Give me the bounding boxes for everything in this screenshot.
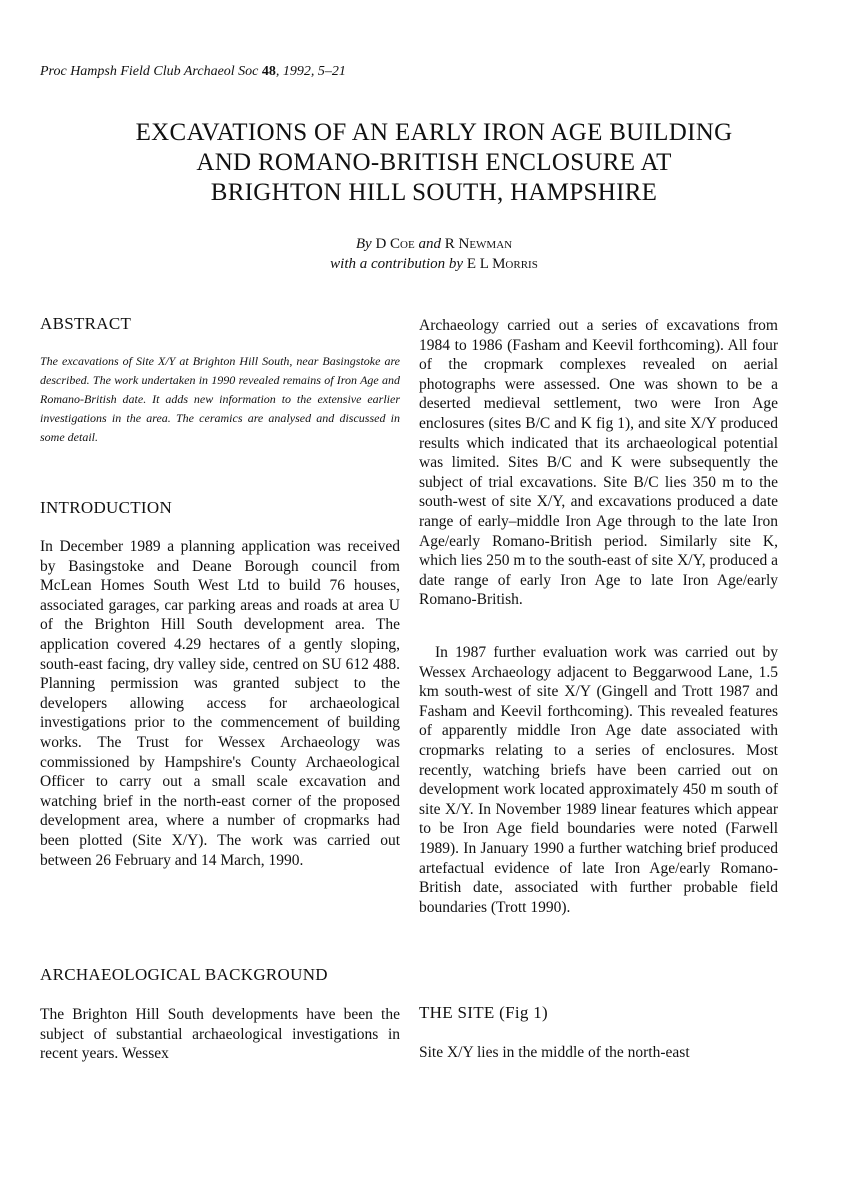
authors-line	[40, 234, 828, 254]
journal-name: Proc Hampsh Field Club Archaeol Soc	[40, 64, 259, 79]
and-word: and	[418, 236, 441, 252]
title-line-3: BRIGHTON HILL SOUTH, HAMPSHIRE	[210, 179, 658, 206]
author-newman: R Newman	[444, 236, 513, 252]
by-word: By	[355, 236, 372, 252]
author-morris: E L Morris	[466, 256, 538, 272]
background-heading: ARCHAEOLOGICAL BACKGROUND	[40, 965, 328, 984]
introduction-text: In December 1989 a planning application was received by Basingstoke and Deane Borough council from McLean Homes South West Ltd to build 76 houses, associated garages, car parking areas and roads at area U of the Brighton Hill South development area. The application covered 4.29 hectares of a gently sloping, south-east facing, dry valley side, centred on SU 612 488. Planning permission was granted subject to the developers allowing access for archaeological investigations prior to the commencement of building works. The Trust for Wessex Archaeology was commissioned by Hampshire's County Archaeological Officer to carry out a small scale excavation and watching brief in the north-east corner of the proposed development area, where a number of cropmarks had been plotted (Site X/Y). The work was carried out between 26 February and 14 March, 1990.	[40, 538, 400, 869]
site-text: Site X/Y lies in the middle of the north-east	[419, 1044, 690, 1061]
title-line-2: AND ROMANO-BRITISH ENCLOSURE AT	[196, 149, 672, 176]
abstract-text: The excavations of Site X/Y at Brighton Hill South, near Basingstoke are described. The work undertaken in 1990 revealed remains of Iron Age and Romano-British date. It adds new information to the extensive earlier investigations in the area. The ceramics are analysed and discussed in some detail.	[40, 354, 400, 444]
introduction-heading: INTRODUCTION	[40, 498, 173, 517]
author-block	[40, 234, 828, 274]
year-pages: , 1992, 5–21	[275, 64, 346, 79]
background-continued-text: Archaeology carried out a series of excavations from 1984 to 1986 (Fasham and Keevil forthcoming). All four of the cropmark complexes revealed on aerial photographs were assessed. One was shown to be a deserted medieval settlement, two were Iron Age enclosures (sites B/C and K fig 1), and site X/Y produced results which indicated that its archaeological potential was limited. Sites B/C and K were subsequently the subject of trial excavations. Site B/C lies 350 m to the south-west of site X/Y, and excavations produced a date range of early–middle Iron Age through to the late Iron Age/early Romano-British period. Similarly site K, which lies 250 m to the south-east of site X/Y, produced a date range of early Iron Age to late Iron Age/early Romano-British.	[419, 317, 778, 609]
contribution-phrase: with a contribution by	[330, 256, 464, 272]
contribution-line	[40, 254, 828, 274]
evaluation-paragraph: In 1987 further evaluation work was carried out by Wessex Archaeology adjacent to Beggarwood Lane, 1.5 km south-west of site X/Y (Gingell and Trott 1987 and Fasham and Keevil forthcoming). This revealed features of apparently middle Iron Age date associated with cropmarks relating to a series of enclosures. Most recently, watching briefs have been carried out on development work located approximately 450 m south of site X/Y. In November 1989 linear features which appear to be Iron Age field boundaries were noted (Farwell 1989). In January 1990 a further watching brief produced artefactual evidence of late Iron Age/early Romano-British date, associated with further probable field boundaries (Trott 1990).	[419, 644, 778, 916]
abstract-heading: ABSTRACT	[40, 314, 132, 333]
title-line-1: EXCAVATIONS OF AN EARLY IRON AGE BUILDING	[135, 119, 733, 146]
author-coe: D Coe	[375, 236, 415, 252]
site-heading: THE SITE (Fig 1)	[419, 1003, 548, 1022]
background-text: The Brighton Hill South developments have been the subject of substantial archaeological investigations in recent years. Wessex	[40, 1006, 400, 1063]
paper-title	[40, 118, 828, 208]
running-head	[40, 64, 346, 80]
volume-number: 48	[261, 64, 276, 79]
